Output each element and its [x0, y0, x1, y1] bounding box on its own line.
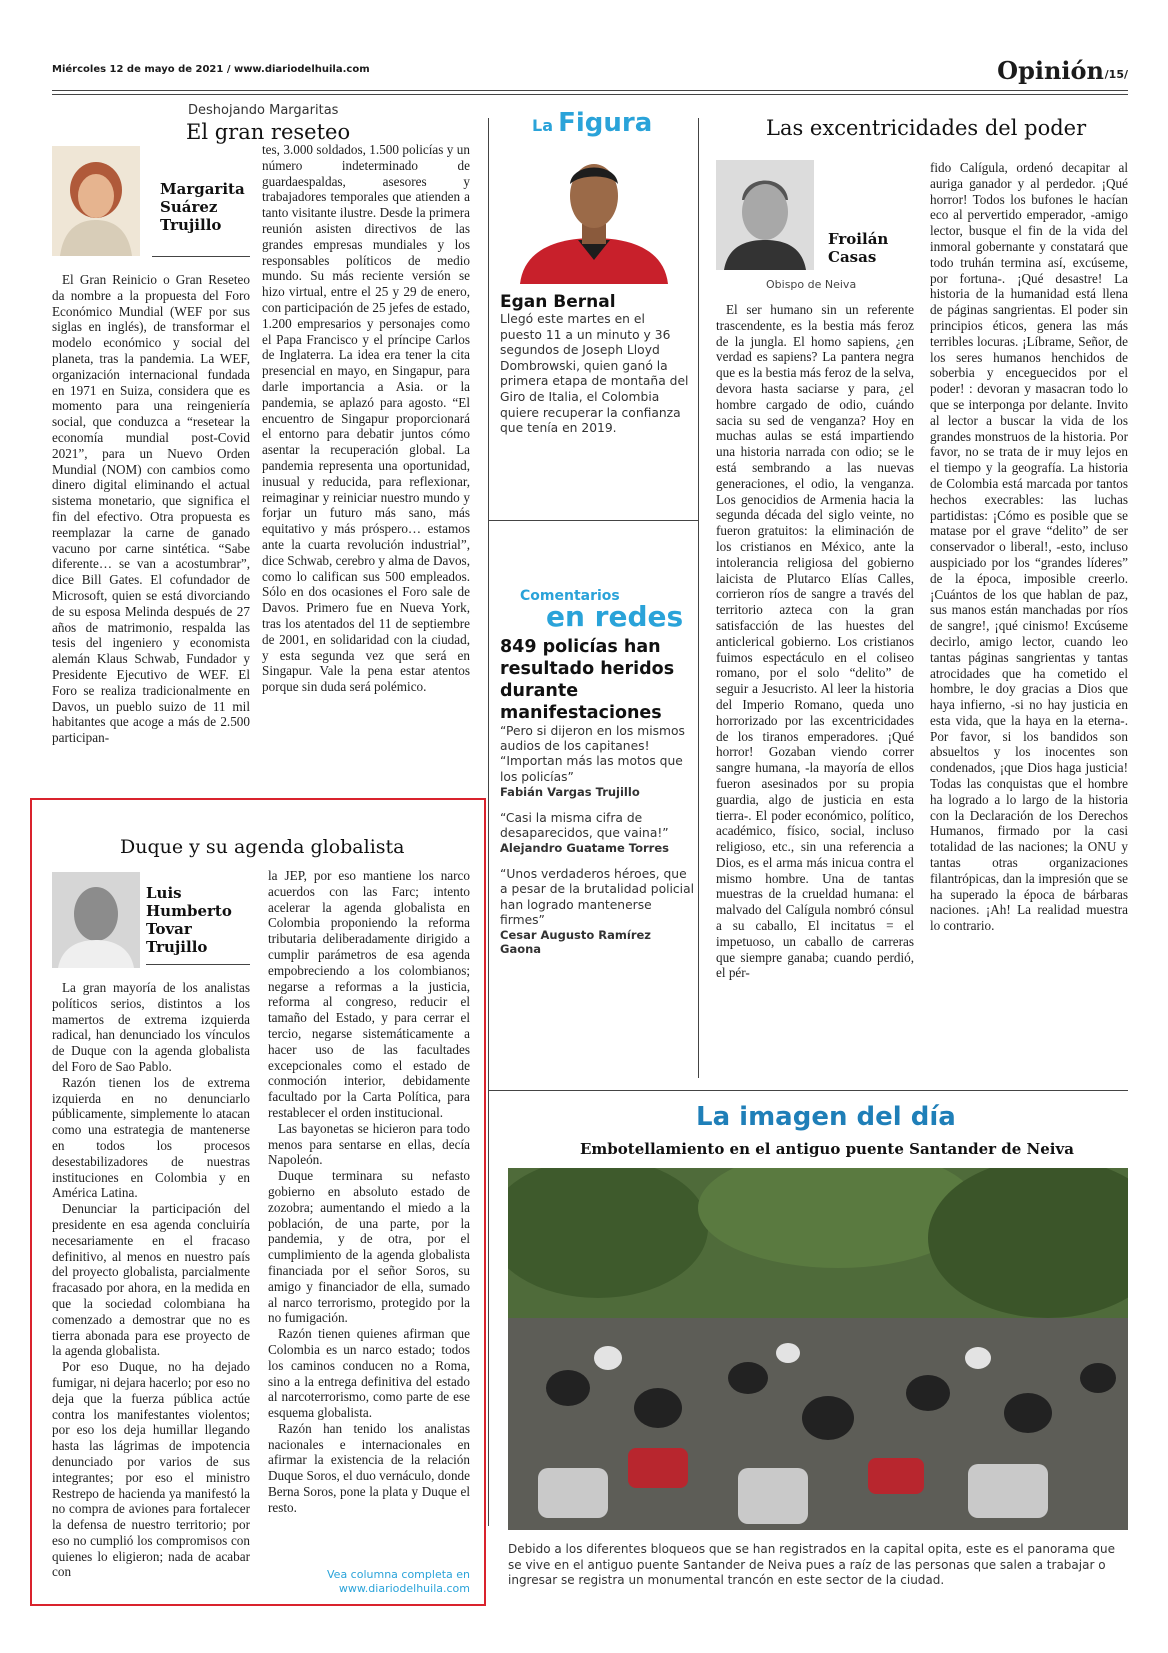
- redes-label-small: Comentarios: [520, 588, 620, 604]
- paragraph: fido Calígula, ordenó decapitar al auriga ganador y al perdedor. ¡Qué horror! Todos los bufones le hacían eco al pervertido emperador, -amigo lector, busque el fin de la vida del inmoral gobernante y constatará que todo truhán termina así, excúseme, por fortuna-. ¡Qué desastre! La historia de la humanidad está llena de páginas sangrientas. El poder sin principios éticos, genera las más terribles locuras. ¡Líbrame, Señor, de los seres humanos henchidos de soberbia y enceguecidos por el poder! : devoran y masacran todo lo que se interponga por delante. Invito al lector a buscar la vida de los grandes monstruos de la historia. Por favor, no se trata de ir muy lejos en el tiempo y la geografía. La historia de Colombia está marcada por tantos hechos execrables: las luchas partidistas: ¡Cómo es posible que se matase por el grave “delito” de ser conservador o liberal!, -esto, incluso auspiciado por los “grandes líderes” de la época, imposible creerlo. ¡Cuántos de los que hablan de paz, sus manos están manchadas por ríos de sangre!, ¡qué cinismo! Excúseme decirlo, amigo lector, cuando leo tantas páginas sangrientas y tantas atrocidades que ha cometido el hombre, le doy gracias a Dios que haya infierno, -si no hay justicia en esta vida, que la haya en la eterna-. Por favor, si los bandidos son absueltos y los inocentes son condenados, ¡que Dios haga justicia! Todas las conquistas que el hombre ha logrado a lo largo de la historia con la Declaración de los Derechos Humanos, firmado por la casi totalidad de las naciones; la ONU y tantas otras organizaciones filantrópicas, dan la impresión que se ha superado la época de bárbaras naciones. ¡Ah! La realidad muestra lo contrario.: [930, 160, 1128, 934]
- author-rule: [146, 964, 250, 965]
- section-divider: [488, 520, 698, 521]
- comment-quote: “Unos verdaderos héroes, que a pesar de la brutalidad policial han logrado mantenerse firmes”: [500, 867, 695, 927]
- paragraph: Denunciar la participación del presidente en esa agenda concluiría necesariamente en el fracaso definitivo, al menos en nuestro país del proyecto globalista, parcialmente fracasado por ahora, en la medida en que la sociedad colombiana ha comenzado a demostrar que no es tierra abonada para ese proyecto de la agenda globalista.: [52, 1201, 250, 1359]
- article-title: Las excentricidades del poder: [766, 116, 1087, 140]
- comment-item: [500, 724, 696, 799]
- masthead-rule: [52, 90, 1128, 91]
- paragraph: Razón han tenido los analistas nacionales e internacionales en afirmar la existencia de la relación Duque Soros, el duo vernáculo, donde Berna Soros, pone la plata y Duque el resto.: [268, 1420, 470, 1515]
- figura-name: Egan Bernal: [500, 292, 616, 312]
- author-photo: [716, 160, 814, 270]
- redes-label-big: en redes: [546, 600, 684, 633]
- paragraph: Razón tienen quienes afirman que Colombia es un narco estado; todos los caminos conducen no a Roma, sino a la entrega definitiva del estado al narcoterrorismo, como parte de ese esquema globalista.: [268, 1326, 470, 1421]
- column-divider: [698, 118, 699, 1078]
- cyclist-portrait-icon: [500, 148, 688, 284]
- article-body-right: [930, 160, 1128, 1060]
- author-name-line: Suárez: [160, 198, 218, 216]
- masthead-date-site: Miércoles 12 de mayo de 2021 / www.diariodelhuila.com: [52, 64, 370, 75]
- author-name: [146, 884, 232, 956]
- author-name-line: Trujillo: [146, 938, 208, 956]
- paragraph: Por eso Duque, no ha dejado fumigar, ni dejara hacerlo; por eso no deja que la fuerza pública actúe contra los manifestantes violentos; por eso los deja humillar llegando hasta las lágrimas de impotencia denunciado por varios de sus integrantes; por eso el ministro Restrepo de hacienda ya manifestó la no compra de aviones para fortalecer la defensa de nuestro territorio; por eso no cumplió los compromisos con quienes lo eligieron; nada de acabar con: [52, 1359, 250, 1580]
- comment-quote: “Casi la misma cifra de desaparecidos, que vaina!”: [500, 810, 669, 841]
- figura-label: [532, 108, 652, 138]
- read-more-link[interactable]: [300, 1568, 470, 1596]
- read-more-line[interactable]: Vea columna completa en: [327, 1568, 470, 1581]
- paragraph: La gran mayoría de los analistas políticos serios, distintos a los mamertos de extrema izquierda radical, han denunciado los vínculos de Duque con la agenda globalista del Foro de Sao Pablo.: [52, 980, 250, 1074]
- paragraph: Razón tienen los de extrema izquierda en no denunciarlo públicamente, simplemente lo atacan como una estrategia de mantenerse en todos los procesos desestabilizadores de nuestras instituciones en Colombia y en América Latina.: [52, 1074, 250, 1201]
- comment-author: Fabián Vargas Trujillo: [500, 784, 640, 799]
- paragraph: El ser humano sin un referente trascendente, es la bestia más feroz de la jungla. El homo sapiens, ¿en verdad es sapiens? La pantera negra que es la bestia más feroz de la selva, devora hasta saciarse y para, ¿el hombre cargado de odio, cuándo sacia su sed de venganza? Hoy en muchas aulas se está impartiendo una historia narrada con odio; se le está sembrando a las nuevas generaciones, el odio, la venganza. Los genocidios de Armenia hacia la segunda década del siglo veinte, no fueron gratuitos: la eliminación de los cristianos en México, ante la intolerancia religiosa del gobierno laicista de Plutarco Elías Calles, corrieron ríos de sangre a través del territorio azteca con la gran satisfacción de las huestes del anticlerical gobierno. Los cristianos fuimos espectáculo en el coliseo romano, por el solo “delito” de seguir a Jesucristo. Al leer la historia del Imperio Romano, queda uno horrorizado por las excentricidades de los tiranos emperadores. ¡Qué horror! Gozaban viendo correr sangre humana, -la mayoría de ellos fueron asesinados por su propia guardia, algo de justicia en esta tierra-. El poder económico, político, académico, físico, social, incluso religioso, etc., sin una referencia a Dios, es el arma más inicua contra el mismo hombre. Una de tantas muestras de la crueldad humana: el malvado del Calígula nombró cónsul a su caballo, El incitatus = el impetuoso, un caballo de carreras que siempre ganaba; cuando perdió, el pér-: [716, 302, 914, 981]
- author-name: [160, 180, 245, 234]
- article-body-right: [262, 142, 470, 790]
- read-more-line[interactable]: www.diariodelhuila.com: [338, 1582, 470, 1595]
- article-title: El gran reseteo: [186, 120, 351, 144]
- author-name-line: Trujillo: [160, 216, 222, 234]
- figura-text: Llegó este martes en el puesto 11 a un minuto y 36 segundos de Joseph Lloyd Dombrowski, quien ganó la primera etapa de montaña del Giro de Italia, el Colombia quiere recuperar la confianza que tenía en 2019.: [500, 312, 689, 436]
- comment-item: [500, 811, 696, 855]
- article-body-left: [52, 272, 250, 788]
- comment-item: [500, 867, 696, 956]
- author-portrait-icon: [52, 146, 140, 256]
- masthead-rule-2: [52, 94, 1128, 95]
- paragraph: Las bayonetas se hicieron para todo menos para sentarse en ellas, decía Napoleón.: [268, 1120, 470, 1168]
- section-divider: [488, 1090, 1128, 1091]
- page-number: /15/: [1104, 68, 1128, 81]
- author-name-line: Margarita: [160, 180, 245, 198]
- imagen-photo: [508, 1168, 1128, 1530]
- author-rule: [152, 256, 250, 257]
- imagen-title: La imagen del día: [696, 1102, 956, 1132]
- comment-list: [500, 724, 696, 956]
- author-name-line: Tovar: [146, 920, 192, 938]
- figura-photo: [500, 148, 688, 284]
- figura-label-small: La: [532, 116, 553, 135]
- author-name-line: Casas: [828, 248, 877, 266]
- paragraph: Duque terminara su nefasto gobierno en absoluto estado de zozobra; aumentando el miedo a la población, de una parte, por la pandemia, y de otra, por el cumplimiento de la agenda globalista financiada por el señor Soros, su amigo y financiador de ella, sumado al narco terrorismo, protegido por la no fumigación.: [268, 1168, 470, 1326]
- column-divider: [488, 118, 489, 1526]
- author-portrait-icon: [716, 160, 814, 270]
- paragraph: la JEP, por eso mantiene los narco acuerdos con las Farc; intento acelerar la agenda globalista en Colombia proponiendo la reforma tributaria deliberadamente dirigido a cumplir parámetros de esa agenda empobreciendo a los colombianos; negarse a reformas a la justicia, reforma al congreso, reducir el tamaño del Estado, y para cerrar el tercio, negarse sistemáticamente a hacer uso de las facultades excepcionales como el estado de conmoción interior, debidamente facultado por la Carta Política, para restablecer el orden institucional.: [268, 868, 470, 1120]
- article-body-left: [52, 980, 250, 1592]
- comment-author: Alejandro Guatame Torres: [500, 841, 669, 856]
- figura-label-big: Figura: [558, 108, 653, 138]
- author-photo: [52, 146, 140, 256]
- traffic-jam-photo-icon: [508, 1168, 1128, 1530]
- author-name-line: Luis: [146, 884, 182, 902]
- author-name-line: Humberto: [146, 902, 232, 920]
- author-name: [828, 230, 888, 266]
- imagen-caption: Debido a los diferentes bloqueos que se han registrados en la capital opita, este es el panorama que se vive en el antiguo puente Santander de Neiva pues a raíz de las personas que salen a trabajar o ingresar se registra un monumental trancón en este sector de la ciudad.: [508, 1542, 1116, 1587]
- comment-author: Cesar Augusto Ramírez Gaona: [500, 928, 651, 957]
- author-name-line: Froilán: [828, 230, 889, 248]
- author-role: Obispo de Neiva: [766, 278, 857, 291]
- paragraph: El Gran Reinicio o Gran Reseteo da nombre a la propuesta del Foro Económico Mundial (WEF por sus siglas en inglés), de transformar el modelo económico y social del planeta, tras la pandemia. La WEF, organización internacional fundada en 1971 en Suiza, considera que es momento para una reingeniería social, que conduzca a “resetear la economía mundial post-Covid 2021”, para un Nuevo Orden Mundial (NOM) con cambios como dinero digital eliminando el actual sistema monetario, que significa el fin del efectivo. Otra propuesta es reemplazar la carne de ganado vacuno por carne sintética. “Sabe diferente… se van a acostumbrar”, dice Bill Gates. El cofundador de Microsoft, quien se está divorciando de su esposa Melinda después de 27 años de matrimonio, respalda las tesis del ingeniero y economista alemán Klaus Schwab, Fundador y Presidente Ejecutivo de WEF. El Foro se realiza tradicionalmente en Davos, un pueblo suizo de 11 mil habitantes que acoge a más de 2.500 participan-: [52, 272, 250, 746]
- author-photo: [52, 872, 140, 968]
- redes-label: [520, 588, 684, 633]
- article-body-left: [716, 302, 914, 1060]
- column-kicker: Deshojando Margaritas: [188, 103, 339, 118]
- paragraph: tes, 3.000 soldados, 1.500 policías y un número indeterminado de guardaespaldas, asesores y trabajadores temporales que atienden a tanto visitante ilustre. Desde la primera reunión asisten directivos de las grandes empresas mundiales y los responsables políticos de medio mundo. Su más reciente versión se hizo virtual, entre el 25 y 29 de enero, con participación de 25 jefes de estado, 1.200 empresarios y personajes como el Papa Francisco y el príncipe Carlos de Inglaterra. La idea era tener la cita presencial en mayo, en Singapur, para darle importancia a Asia. or la pandemia, se aplazó para agosto. “El encuentro de Singapur proporcionará el entorno para debatir juntos cómo asentar la recuperación global. La pandemia representa una oportunidad, inusual y reducida, para reflexionar, reimaginar y reiniciar nuestro mundo y forjar un futuro más sano, más equitativo y más próspero… estamos ante la cuarta revolución industrial”, dice Schwab, cerebro y alma de Davos, como lo califican sus 500 empleados. Sólo en dos ocasiones el Foro sale de Davos. Primero fue en Nueva York, tras los atentados del 11 de septiembre de 2001, en solidaridad con la ciudad, y esta segunda vez que será en Singapur. Vale la pena estar atentos porque sin duda será polémico.: [262, 142, 470, 695]
- author-portrait-icon: [52, 872, 140, 968]
- article-body-right: [268, 868, 470, 1564]
- imagen-subtitle: Embotellamiento en el antiguo puente Santander de Neiva: [580, 1140, 1074, 1158]
- section-title: Opinión: [997, 56, 1104, 85]
- comment-quote: “Pero si dijeron en los mismos audios de los capitanes! “Importan más las motos que los policías”: [500, 724, 685, 784]
- redes-headline: 849 policías han resultado heridos durante manifestaciones: [500, 637, 675, 723]
- article-title: Duque y su agenda globalista: [120, 836, 405, 858]
